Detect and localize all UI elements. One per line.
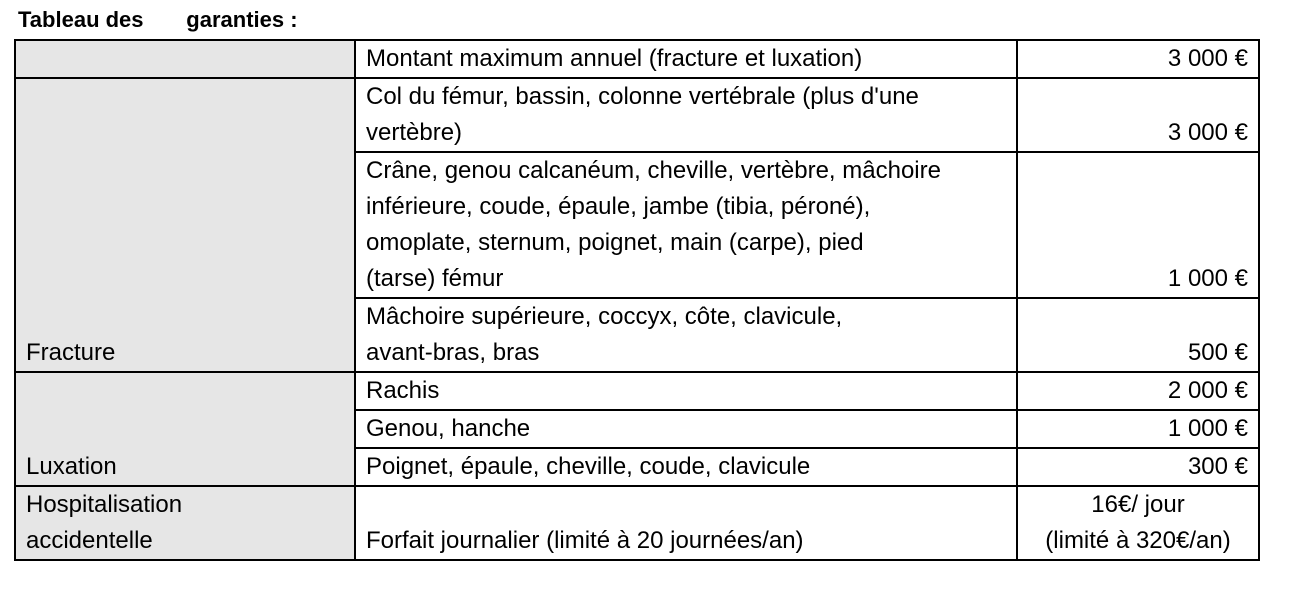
page-title: Tableau des garanties : (18, 7, 298, 32)
row-amount: 3 000 € (1017, 40, 1259, 78)
table-row (15, 40, 1259, 78)
row-label-line: inférieure, coude, épaule, jambe (tibia, péroné), (366, 193, 871, 220)
row-label-line: vertèbre) (366, 119, 463, 146)
row-amount: 2 000 € (1017, 372, 1259, 410)
row-label-line: Mâchoire supérieure, coccyx, côte, clavicule, (366, 303, 843, 330)
row-label (355, 298, 1017, 372)
row-label-line: (tarse) fémur (366, 265, 504, 292)
table-row (15, 78, 1259, 152)
empty-header-cell (15, 40, 355, 78)
category-cell: Fracture (15, 78, 355, 372)
row-label: Genou, hanche (355, 410, 1017, 448)
category-line: Hospitalisation (26, 491, 183, 518)
row-amount: 500 € (1017, 298, 1259, 372)
table-row (15, 372, 1259, 410)
category-cell (15, 486, 355, 560)
row-label-line: Col du fémur, bassin, colonne vertébrale (plus d'une (366, 83, 919, 110)
row-label-line: Crâne, genou calcanéum, cheville, vertèbre, mâchoire (366, 157, 941, 184)
row-amount: 3 000 € (1017, 78, 1259, 152)
row-label (355, 78, 1017, 152)
row-label: Montant maximum annuel (fracture et luxation) (355, 40, 1017, 78)
amount-line: 16€/ jour (1091, 491, 1185, 518)
row-label: Forfait journalier (limité à 20 journées/an) (355, 486, 1017, 560)
row-amount: 300 € (1017, 448, 1259, 486)
category-line: accidentelle (26, 527, 153, 554)
row-amount: 1 000 € (1017, 152, 1259, 298)
row-label: Rachis (355, 372, 1017, 410)
category-cell: Luxation (15, 372, 355, 486)
row-label-line: omoplate, sternum, poignet, main (carpe), pied (366, 229, 864, 256)
row-amount (1017, 486, 1259, 560)
row-label (355, 152, 1017, 298)
row-amount: 1 000 € (1017, 410, 1259, 448)
amount-line: (limité à 320€/an) (1045, 527, 1231, 554)
guarantees-table (14, 39, 1260, 561)
row-label-line: avant-bras, bras (366, 339, 540, 366)
row-label: Poignet, épaule, cheville, coude, clavicule (355, 448, 1017, 486)
table-row (15, 486, 1259, 560)
